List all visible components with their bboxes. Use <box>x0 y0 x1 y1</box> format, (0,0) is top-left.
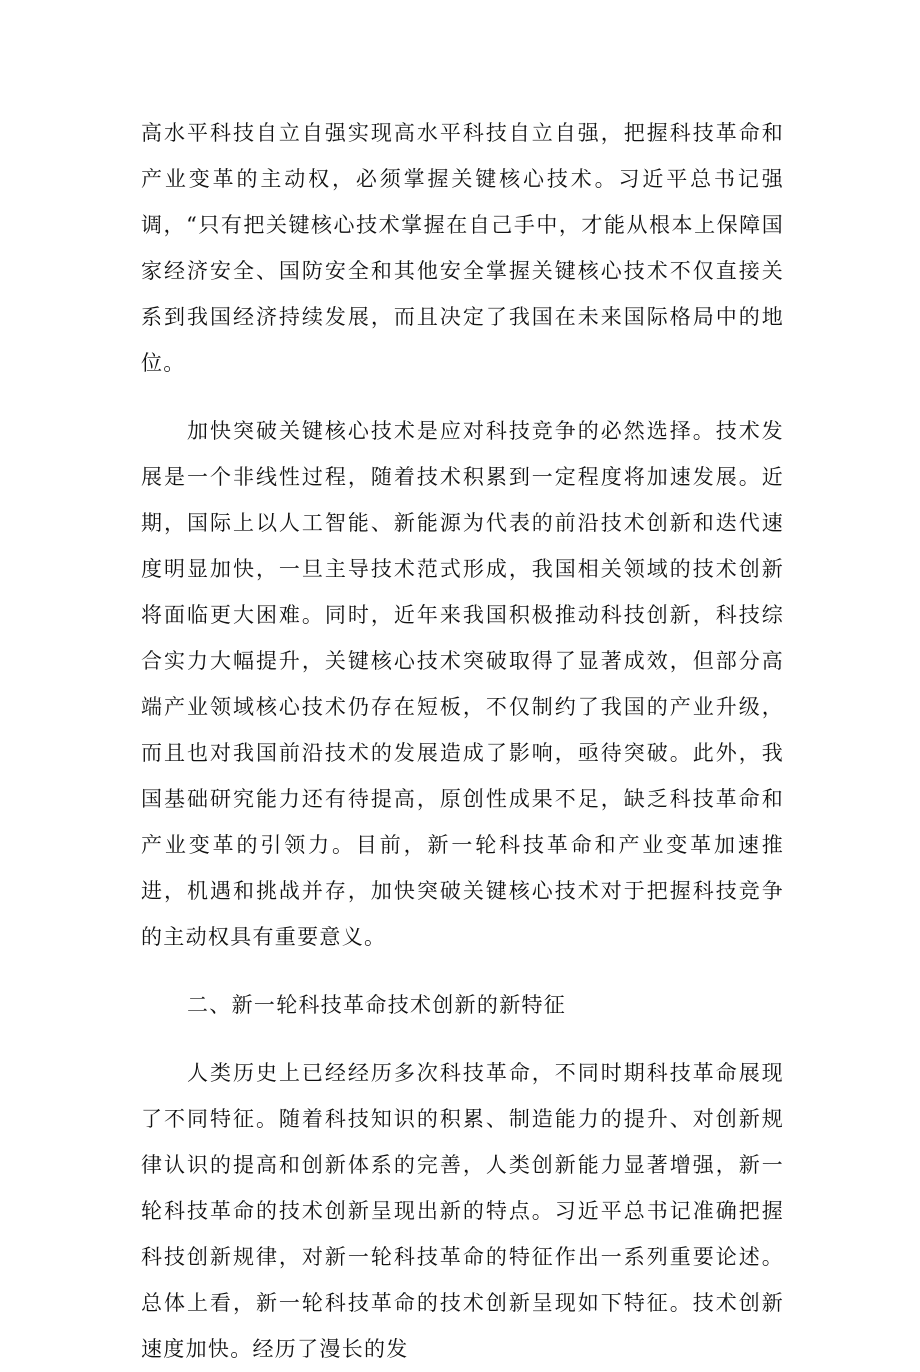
paragraph-key-technology: 加快突破关键核心技术是应对科技竞争的必然选择。技术发展是一个非线性过程，随着技术积累到一定程度将加速发展。近期，国际上以人工智能、新能源为代表的前沿技术创新和迭代速度明显加快，一旦主导技术范式形成，我国相关领域的技术创新将面临更大困难。同时，近年来我国积极推动科技创新，科技综合实力大幅提升，关键核心技术突破取得了显著成效，但部分高端产业领域核心技术仍存在短板，不仅制约了我国的产业升级，而且也对我国前沿技术的发展造成了影响，亟待突破。此外，我国基础研究能力还有待提高，原创性成果不足，缺乏科技革命和产业变革的引领力。目前，新一轮科技革命和产业变革加速推进，机遇和挑战并存，加快突破关键核心技术对于把握科技竞争的主动权具有重要意义。 <box>141 419 784 949</box>
document-body <box>141 110 784 1372</box>
section-heading: 二、新一轮科技革命技术创新的新特征 <box>187 993 567 1017</box>
paragraph-new-features: 人类历史上已经经历多次科技革命，不同时期科技革命展现了不同特征。随着科技知识的积累、制造能力的提升、对创新规律认识的提高和创新体系的完善，人类创新能力显著增强，新一轮科技革命的技术创新呈现出新的特点。习近平总书记准确把握科技创新规律，对新一轮科技革命的特征作出一系列重要论述。总体上看，新一轮科技革命的技术创新呈现如下特征。技术创新速度加快。经历了漫长的发 <box>141 1061 784 1361</box>
paragraph-continuation: 高水平科技自立自强实现高水平科技自立自强，把握科技革命和产业变革的主动权，必须掌握关键核心技术。习近平总书记强调，“只有把关键核心技术掌握在自己手中，才能从根本上保障国家经济安全、国防安全和其他安全掌握关键核心技术不仅直接关系到我国经济持续发展，而且决定了我国在未来国际格局中的地位。 <box>141 121 784 375</box>
